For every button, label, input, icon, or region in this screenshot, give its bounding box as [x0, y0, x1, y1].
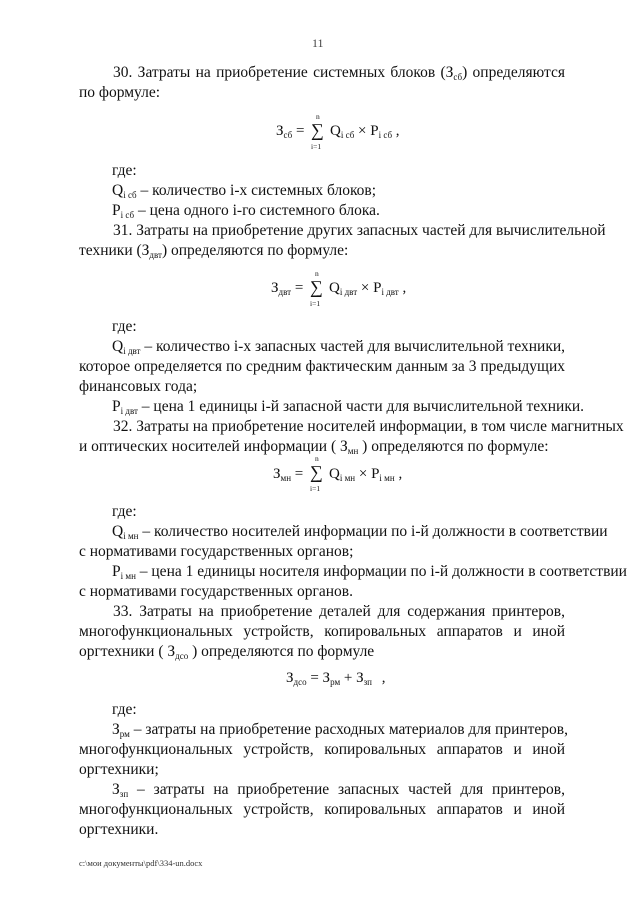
f30-sigma: ∑: [311, 120, 324, 140]
s33-def2-text1: – затраты на приобретение запасных частей для принтеров,: [136, 781, 566, 798]
s33-formula: [286, 670, 386, 687]
s32-line2-sub: мн: [347, 446, 359, 456]
s32-def1-sym: Q: [112, 523, 124, 540]
s33-def2-line2: многофункциональных устройств, копировальных аппаратов и иной: [79, 801, 565, 818]
s32-def2-text1: – цена 1 единицы носителя информации по i-й должности в соответствии: [139, 563, 627, 580]
s31-def1-sym: Q: [112, 338, 124, 355]
f32-p-sub: i мн: [379, 473, 395, 483]
s31-def2-sub: i двт: [120, 406, 138, 416]
f33-plus: + З: [343, 670, 364, 686]
s32-text: 32. Затраты на приобретение носителей информации, в том числе магнитных: [113, 418, 624, 435]
s31-def2-sym: P: [112, 398, 121, 415]
s33-def1-line2: многофункциональных устройств, копировальных аппаратов и иной: [79, 741, 565, 758]
f32-end: ,: [398, 466, 403, 482]
f31-lhs-sub: двт: [278, 287, 292, 297]
s33-line1: [79, 602, 565, 622]
s33-text: 33. Затраты на приобретение деталей для содержания принтеров,: [113, 603, 565, 620]
s31-line2-sub: двт: [149, 250, 162, 260]
f30-lhs: З: [276, 123, 284, 139]
s31-line2-text: техники (З: [79, 242, 150, 259]
f33-rm-sub: рм: [330, 677, 341, 687]
f30-q: Q: [330, 123, 341, 139]
s30-def1-text: – количество i-х системных блоков;: [140, 182, 377, 199]
f30-sum-top: n: [316, 112, 320, 121]
f30-p-sub: i сб: [378, 130, 393, 140]
f32-sigma: ∑: [310, 462, 323, 482]
s32-where: где:: [112, 503, 137, 520]
s33-line3: [79, 642, 374, 666]
f33-eq: = З: [310, 670, 331, 686]
f31-eq: =: [294, 280, 304, 296]
f32-q: Q: [329, 466, 340, 482]
s33-def2-line3: оргтехники.: [79, 821, 159, 838]
f30-sum-bottom: i=1: [311, 142, 322, 151]
s32-line1: [79, 417, 624, 437]
s33-def2-sym: З: [112, 781, 120, 798]
s30-sub: сб: [453, 72, 463, 82]
f32-eq: =: [294, 466, 304, 482]
s31-text: 31. Затраты на приобретение других запасных частей для вычислительной: [113, 222, 606, 239]
f30-rhs: [330, 123, 400, 140]
s30-text: 30. Затраты на приобретение системных блоков (З: [113, 64, 454, 81]
s31-def2-text: – цена 1 единицы i-й запасной части для вычислительной техники.: [141, 398, 585, 415]
s31-def1-line2: которое определяется по средним фактическим данным за 3 предыдущих: [79, 358, 565, 375]
f31-q-sub: i двт: [339, 287, 358, 297]
s30-where: где:: [112, 162, 137, 179]
s32-line2-end: ) определяются по формуле:: [358, 438, 549, 455]
s33-def1-text1: – затраты на приобретение расходных материалов для принтеров,: [133, 721, 569, 738]
f31-end: ,: [402, 280, 407, 296]
s32-def2-sym: P: [112, 563, 121, 580]
s33-line2: многофункциональных устройств, копировальных аппаратов и иной: [79, 623, 565, 640]
s32-def2-line2: с нормативами государственных органов.: [79, 583, 353, 600]
f32-sum-top: n: [315, 454, 319, 463]
footer-file-path: c:\мои документы\pdf\334-un.docx: [79, 858, 203, 868]
s33-line3-end: ) определяются по формуле: [188, 643, 375, 660]
s31-formula: [271, 280, 303, 297]
s33-line3-text: оргтехники ( З: [79, 643, 176, 660]
s32-formula: [273, 466, 303, 483]
s30-def1-sym: Q: [112, 182, 124, 199]
s32-def1-text1: – количество носителей информации по i-й должности в соответствии: [142, 523, 608, 540]
f33-lhs-sub: дсо: [293, 677, 307, 687]
s32-def1-line2: с нормативами государственных органов;: [79, 543, 354, 560]
f33-end: ,: [381, 670, 386, 686]
f32-lhs-sub: мн: [280, 473, 292, 483]
f30-times: × P: [358, 123, 379, 139]
s33-def2-sub: зп: [119, 789, 129, 799]
f31-p-sub: i двт: [381, 287, 399, 297]
f32-rhs: [329, 466, 402, 483]
s32-def1-sub: i мн: [123, 531, 139, 541]
s30-def2-sym: P: [112, 202, 121, 219]
s30-def1-sub: i сб: [123, 190, 137, 200]
s32-line2: [79, 437, 549, 461]
s33-line3-sub: дсо: [175, 651, 189, 661]
f32-times: × P: [358, 466, 380, 482]
f32-lhs: З: [273, 466, 281, 482]
f31-rhs: [329, 280, 406, 297]
s32-def2-sub: i мн: [120, 571, 136, 581]
f30-q-sub: i сб: [340, 130, 355, 140]
s31-line2: [79, 241, 348, 265]
f30-end: ,: [395, 123, 400, 139]
page-number: 11: [312, 36, 324, 50]
s31-where: где:: [112, 318, 137, 335]
f31-lhs: З: [271, 280, 279, 296]
f32-sum-bottom: i=1: [310, 484, 321, 493]
s33-def1-line3: оргтехники;: [79, 761, 159, 778]
f31-q: Q: [329, 280, 340, 296]
f33-lhs: З: [286, 670, 294, 686]
s33-def1-sub: рм: [119, 729, 130, 739]
s31-def1-text1: – количество i-х запасных частей для вычислительной техники,: [144, 338, 566, 355]
f31-sum-top: n: [315, 269, 319, 278]
f32-q-sub: i мн: [339, 473, 356, 483]
s31-line1: [79, 221, 606, 241]
s30-def2-text: – цена одного i-го системного блока.: [137, 202, 380, 219]
s30-formula: [276, 123, 304, 140]
f30-eq: =: [295, 123, 305, 139]
f31-sigma: ∑: [310, 277, 323, 297]
f33-zp-sub: зп: [363, 677, 372, 687]
s30-line2: по формуле:: [79, 84, 161, 101]
s31-def1-line3: финансовых года;: [79, 378, 198, 395]
f31-sum-bottom: i=1: [310, 299, 321, 308]
f30-lhs-sub: сб: [283, 130, 293, 140]
s30-def2-sub: i сб: [120, 210, 135, 220]
s33-def1-sym: З: [112, 721, 120, 738]
f31-times: × P: [360, 280, 382, 296]
s32-line2-text: и оптических носителей информации ( З: [79, 438, 348, 455]
s30-text-end: ) определяются: [462, 64, 566, 81]
s31-line2-end: ) определяются по формуле:: [161, 242, 349, 259]
s31-def1-sub: i двт: [123, 346, 141, 356]
s33-where: где:: [112, 701, 137, 718]
